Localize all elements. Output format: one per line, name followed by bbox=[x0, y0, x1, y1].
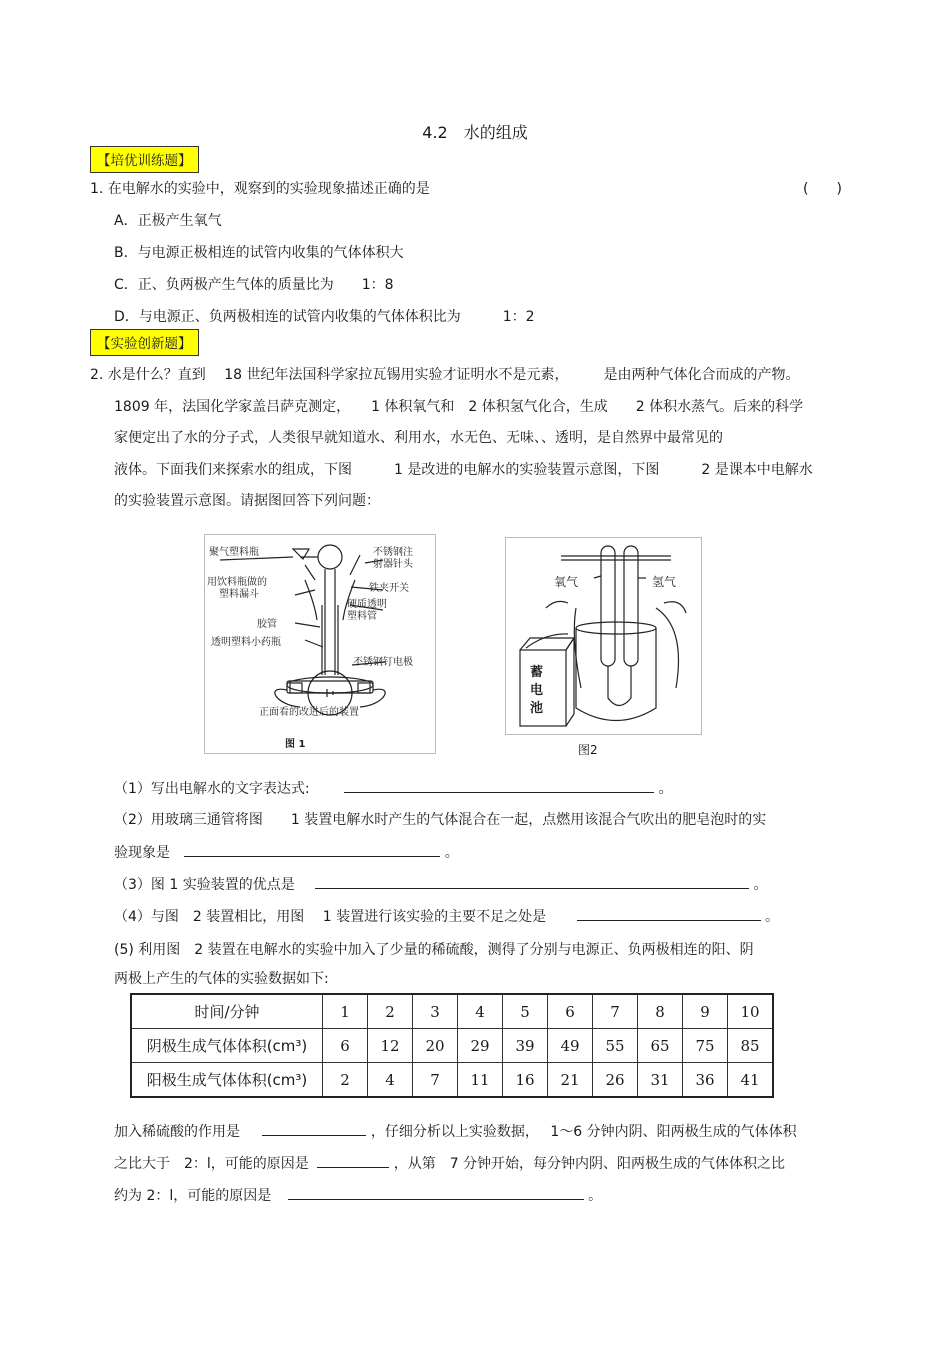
table-cell: 7 bbox=[413, 1063, 458, 1098]
sub5-line-1: (5) 利用图 2 装置在电解水的实验中加入了少量的稀硫酸，测得了分别与电源正、负两极相连的阳、阴 bbox=[114, 942, 754, 958]
table-cell: 26 bbox=[593, 1063, 638, 1098]
table-cell: 12 bbox=[368, 1029, 413, 1063]
sub3-text: （3）图 1 实验装置的优点是 bbox=[114, 877, 295, 893]
figure-1-drawing bbox=[205, 535, 435, 753]
section-tag-innovation: 【实验创新题】 bbox=[90, 329, 199, 356]
sub-question-4 bbox=[114, 906, 779, 927]
fig1-label-clamp: 铁夹开关 bbox=[369, 583, 409, 594]
row-header-anode: 阳极生成气体体积(cm³) bbox=[131, 1063, 323, 1098]
answer-blank-2[interactable] bbox=[184, 842, 440, 857]
table-row-time bbox=[131, 994, 773, 1029]
q2-line-3: 家便定出了水的分子式，人类很早就知道水、利用水，水无色、无味、、透明，是自然界中最常见的 bbox=[114, 430, 723, 446]
sub3-end: 。 bbox=[753, 877, 768, 893]
fig2-label-battery-3: 池 bbox=[530, 701, 544, 716]
table-cell: 4 bbox=[368, 1063, 413, 1098]
table-cell: 20 bbox=[413, 1029, 458, 1063]
fig2-label-hydrogen: 氢气 bbox=[652, 575, 677, 589]
tail3-end: 。 bbox=[588, 1188, 603, 1204]
fig2-label-battery-1: 蓄 bbox=[530, 665, 544, 680]
answer-blank-4[interactable] bbox=[577, 906, 761, 921]
fig1-label-needle-2: 射器针头 bbox=[373, 559, 413, 570]
table-cell: 55 bbox=[593, 1029, 638, 1063]
answer-blank-1[interactable] bbox=[344, 778, 654, 793]
figure-2 bbox=[505, 537, 702, 735]
fig1-label-vial: 透明塑料小药瓶 bbox=[211, 637, 281, 648]
q2-line-4: 液体。下面我们来探索水的组成，下图 1 是改进的电解水的实验装置示意图，下图 2 是课本中电解水 bbox=[114, 462, 813, 478]
tail1-text-b: ，仔细分析以上实验数据， 1～6 分钟内阴、阳两极生成的气体体积 bbox=[370, 1124, 797, 1140]
tail3-text-a: 约为 2：l，可能的原因是 bbox=[114, 1188, 272, 1204]
q1-option-b: B．与电源正极相连的试管内收集的气体体积大 bbox=[114, 245, 404, 261]
sub2-text: 验现象是 bbox=[114, 845, 170, 861]
q1-stem: 1. 在电解水的实验中，观察到的实验现象描述正确的是 bbox=[90, 181, 430, 197]
tail2-text-a: 之比大于 2：l，可能的原因是 bbox=[114, 1156, 309, 1172]
table-cell: 85 bbox=[728, 1029, 774, 1063]
tail-line-1 bbox=[114, 1121, 797, 1142]
sub-question-1 bbox=[114, 778, 673, 799]
table-row-cathode bbox=[131, 1029, 773, 1063]
table-cell: 10 bbox=[728, 994, 774, 1029]
table-cell: 2 bbox=[368, 994, 413, 1029]
fig1-caption: 图 1 bbox=[285, 739, 306, 750]
table-cell: 8 bbox=[638, 994, 683, 1029]
answer-blank-7[interactable] bbox=[288, 1185, 584, 1200]
fig1-label-front-view: 正面看的改进后的装置 bbox=[259, 707, 359, 718]
table-cell: 65 bbox=[638, 1029, 683, 1063]
table-cell: 21 bbox=[548, 1063, 593, 1098]
tail-line-3 bbox=[114, 1185, 602, 1206]
sub1-text: （1）写出电解水的文字表达式: bbox=[114, 781, 310, 797]
figure-1 bbox=[204, 534, 436, 754]
sub2-line-1: （2）用玻璃三通管将图 1 装置电解水时产生的气体混合在一起，点燃用该混合气吹出的肥皂泡时的实 bbox=[114, 812, 767, 828]
table-cell: 11 bbox=[458, 1063, 503, 1098]
sub1-end: 。 bbox=[658, 781, 673, 797]
table-cell: 6 bbox=[548, 994, 593, 1029]
fig1-label-tube-1: 硬质透明 bbox=[347, 599, 387, 610]
table-cell: 39 bbox=[503, 1029, 548, 1063]
table-cell: 75 bbox=[683, 1029, 728, 1063]
table-row-anode bbox=[131, 1063, 773, 1098]
table-cell: 4 bbox=[458, 994, 503, 1029]
table-cell: 31 bbox=[638, 1063, 683, 1098]
fig1-label-funnel-2: 塑料漏斗 bbox=[219, 589, 259, 600]
fig1-label-bottle: 聚气塑料瓶 bbox=[209, 547, 259, 558]
q1-option-d: D．与电源正、负两极相连的试管内收集的气体体积比为 1：2 bbox=[114, 309, 535, 325]
q1-option-a: A．正极产生氧气 bbox=[114, 213, 222, 229]
figure-2-drawing bbox=[506, 538, 701, 734]
answer-blank-5[interactable] bbox=[262, 1121, 366, 1136]
table-cell: 6 bbox=[323, 1029, 368, 1063]
row-header-cathode: 阴极生成气体体积(cm³) bbox=[131, 1029, 323, 1063]
table-cell: 2 bbox=[323, 1063, 368, 1098]
fig1-label-funnel-1: 用饮料瓶做的 bbox=[207, 577, 267, 588]
answer-blank-6[interactable] bbox=[317, 1153, 389, 1168]
q2-line-2: 1809 年，法国化学家盖吕萨克测定， 1 体积氧气和 2 体积氢气化合，生成 2 体积水蒸气。后来的科学 bbox=[114, 399, 804, 415]
q2-line-1: 2. 水是什么？直到 18 世纪年法国科学家拉瓦锡用实验才证明水不是元素， 是由两种气体化合而成的产物。 bbox=[90, 367, 800, 383]
table-cell: 7 bbox=[593, 994, 638, 1029]
sub4-text: （4）与图 2 装置相比，用图 1 装置进行该实验的主要不足之处是 bbox=[114, 909, 547, 925]
fig2-label-battery-2: 电 bbox=[530, 683, 544, 698]
fig1-label-hose: 胶管 bbox=[257, 619, 277, 630]
table-cell: 49 bbox=[548, 1029, 593, 1063]
sub2-end: 。 bbox=[444, 845, 459, 861]
fig2-caption: 图2 bbox=[578, 743, 598, 757]
table-cell: 3 bbox=[413, 994, 458, 1029]
fig1-label-electrode: 不锈钢钉电极 bbox=[353, 657, 413, 668]
section-tag-training: 【培优训练题】 bbox=[90, 146, 199, 173]
q2-line-5: 的实验装置示意图。请据图回答下列问题： bbox=[114, 493, 380, 509]
table-cell: 36 bbox=[683, 1063, 728, 1098]
tail-line-2 bbox=[114, 1153, 785, 1174]
page-title: 4.2 水的组成 bbox=[422, 123, 528, 142]
table-cell: 41 bbox=[728, 1063, 774, 1098]
sub4-end: 。 bbox=[764, 909, 779, 925]
table-cell: 29 bbox=[458, 1029, 503, 1063]
fig1-label-tube-2: 塑料管 bbox=[347, 611, 377, 622]
fig2-label-oxygen: 氧气 bbox=[554, 575, 579, 589]
sub-question-3 bbox=[114, 874, 768, 895]
table-cell: 16 bbox=[503, 1063, 548, 1098]
sub-question-2 bbox=[114, 842, 459, 863]
tail1-text-a: 加入稀硫酸的作用是 bbox=[114, 1124, 240, 1140]
table-cell: 1 bbox=[323, 994, 368, 1029]
row-header-time: 时间/分钟 bbox=[131, 994, 323, 1029]
table-cell: 9 bbox=[683, 994, 728, 1029]
sub5-line-2: 两极上产生的气体的实验数据如下: bbox=[114, 971, 329, 987]
data-table bbox=[130, 993, 774, 1098]
q1-option-c: C．正、负两极产生气体的质量比为 1：8 bbox=[114, 277, 394, 293]
tail2-text-b: ，从第 7 分钟开始，每分钟内阴、阳两极生成的气体体积之比 bbox=[393, 1156, 786, 1172]
q1-answer-paren: ( ) bbox=[803, 181, 842, 197]
answer-blank-3[interactable] bbox=[315, 874, 749, 889]
table-cell: 5 bbox=[503, 994, 548, 1029]
fig1-label-needle-1: 不锈钢注 bbox=[373, 547, 413, 558]
